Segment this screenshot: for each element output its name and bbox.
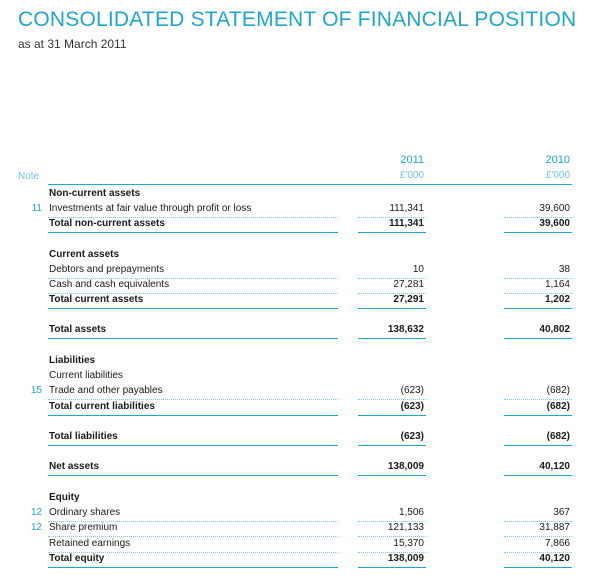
value-2010: 1,202 bbox=[544, 294, 570, 305]
table-row bbox=[0, 248, 604, 263]
row-label: Total current assets bbox=[49, 294, 144, 305]
note-column-header: Note bbox=[18, 171, 40, 182]
row-note: 11 bbox=[31, 203, 42, 214]
value-2010: 40,120 bbox=[539, 553, 570, 564]
row-divider bbox=[504, 232, 572, 233]
table-row bbox=[0, 537, 604, 552]
value-2011: 111,341 bbox=[389, 203, 424, 214]
row-note: 12 bbox=[30, 522, 42, 533]
value-2011: 138,632 bbox=[387, 324, 424, 335]
row-note: 15 bbox=[30, 385, 42, 396]
value-2011: 15,370 bbox=[393, 538, 424, 549]
row-divider bbox=[358, 308, 426, 309]
row-label: Current liabilities bbox=[49, 370, 123, 381]
value-2011: 27,281 bbox=[393, 279, 424, 290]
value-2010: 38 bbox=[558, 264, 570, 275]
row-label: Total non-current assets bbox=[49, 218, 165, 229]
table-row bbox=[0, 187, 604, 202]
row-note: 12 bbox=[30, 507, 42, 518]
table-row bbox=[0, 354, 604, 369]
row-divider bbox=[48, 475, 338, 476]
value-2010: (682) bbox=[546, 431, 570, 442]
value-2011: 1,506 bbox=[398, 507, 424, 518]
row-label: Total liabilities bbox=[49, 431, 118, 442]
table-row bbox=[0, 460, 604, 475]
row-divider bbox=[48, 308, 338, 309]
value-2010: 39,600 bbox=[539, 203, 570, 214]
row-label: Ordinary shares bbox=[49, 507, 121, 518]
table-row bbox=[0, 202, 604, 217]
row-divider bbox=[358, 338, 426, 339]
row-divider bbox=[504, 445, 572, 446]
table-row bbox=[0, 552, 604, 567]
value-2011: (623) bbox=[400, 385, 424, 396]
table-row bbox=[0, 430, 604, 445]
row-label: Investments at fair value through profit or loss bbox=[49, 203, 252, 214]
table-row bbox=[0, 217, 604, 232]
value-2011: (623) bbox=[400, 431, 424, 442]
row-divider bbox=[358, 415, 426, 416]
table-row bbox=[0, 491, 604, 506]
value-2011: 121,133 bbox=[387, 522, 424, 533]
row-divider bbox=[504, 338, 572, 339]
value-2010: (682) bbox=[546, 385, 570, 396]
table-row bbox=[0, 384, 604, 399]
year-2011-header: 2011 bbox=[400, 154, 424, 166]
value-2011: 27,291 bbox=[393, 294, 424, 305]
currency-2010-header: £'000 bbox=[545, 170, 570, 181]
year-2010-header: 2010 bbox=[545, 154, 570, 166]
row-divider bbox=[358, 445, 426, 446]
table-row bbox=[0, 506, 604, 521]
value-2010: 31,887 bbox=[539, 522, 570, 533]
row-label: Liabilities bbox=[49, 355, 96, 366]
table-row bbox=[0, 323, 604, 338]
row-label: Equity bbox=[49, 492, 80, 503]
row-divider bbox=[504, 415, 572, 416]
table-row bbox=[0, 293, 604, 308]
row-divider bbox=[48, 232, 338, 233]
row-label: Total assets bbox=[49, 324, 107, 335]
row-divider bbox=[504, 308, 572, 309]
value-2011: 138,009 bbox=[387, 461, 424, 472]
row-divider bbox=[358, 475, 426, 476]
value-2010: 1,164 bbox=[544, 279, 570, 290]
value-2011: 138,009 bbox=[387, 553, 424, 564]
row-label: Share premium bbox=[49, 522, 118, 533]
table-row bbox=[0, 278, 604, 293]
row-label: Net assets bbox=[49, 461, 100, 472]
value-2011: (623) bbox=[400, 401, 424, 412]
row-divider bbox=[48, 338, 338, 339]
row-divider bbox=[358, 232, 426, 233]
row-label: Cash and cash equivalents bbox=[49, 279, 170, 290]
table-row bbox=[0, 369, 604, 384]
currency-2011-header: £'000 bbox=[399, 170, 424, 181]
row-label: Current assets bbox=[49, 249, 120, 260]
row-label: Trade and other payables bbox=[49, 385, 163, 396]
value-2010: 40,802 bbox=[539, 324, 570, 335]
value-2010: 7,866 bbox=[544, 538, 570, 549]
value-2010: (682) bbox=[546, 401, 570, 412]
row-divider bbox=[48, 567, 338, 568]
value-2010: 39,600 bbox=[539, 218, 570, 229]
row-label: Debtors and prepayments bbox=[49, 264, 165, 275]
row-divider bbox=[504, 567, 572, 568]
table-row bbox=[0, 400, 604, 415]
statement-title: CONSOLIDATED STATEMENT OF FINANCIAL POSITION bbox=[18, 8, 577, 31]
table-row bbox=[0, 263, 604, 278]
statement-date: as at 31 March 2011 bbox=[18, 37, 127, 51]
value-2011: 10 bbox=[412, 264, 424, 275]
row-divider bbox=[504, 475, 572, 476]
row-label: Retained earnings bbox=[49, 538, 131, 549]
value-2010: 40,120 bbox=[539, 461, 570, 472]
table-row bbox=[0, 521, 604, 536]
row-divider bbox=[48, 415, 338, 416]
value-2011: 111,341 bbox=[388, 218, 424, 229]
row-divider bbox=[358, 567, 426, 568]
row-label: Non-current assets bbox=[49, 188, 141, 199]
header-divider bbox=[48, 184, 572, 185]
value-2010: 367 bbox=[553, 507, 570, 518]
row-label: Total current liabilities bbox=[49, 401, 155, 412]
row-label: Total equity bbox=[49, 553, 105, 564]
row-divider bbox=[48, 445, 338, 446]
